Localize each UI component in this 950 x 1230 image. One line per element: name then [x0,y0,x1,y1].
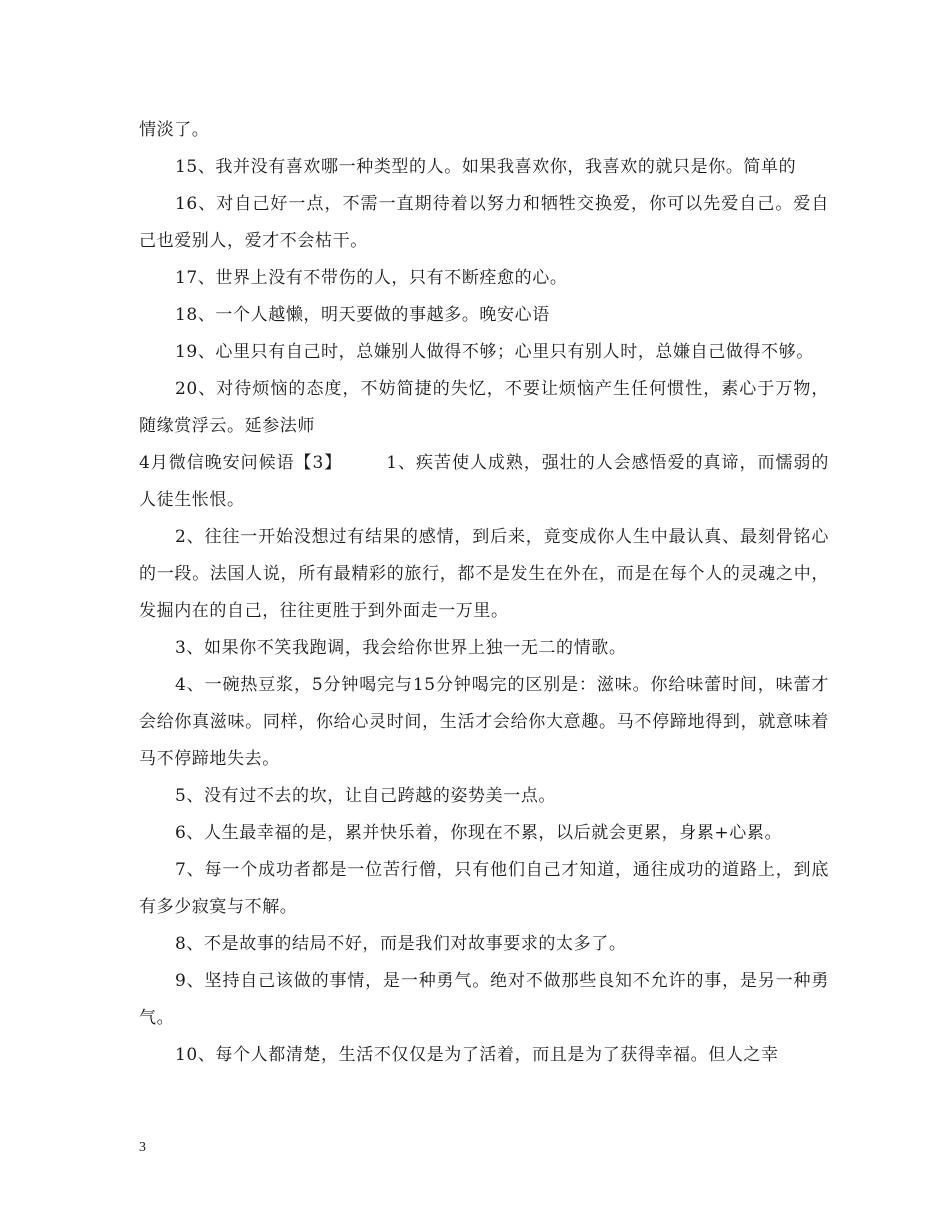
list-item: 8、不是故事的结局不好，而是我们对故事要求的太多了。 [175,934,627,954]
list-item: 16、对自己好一点，不需一直期待着以努力和牺牲交换爱，你可以先爱自己。爱自己也爱别人，爱才不会枯干。 [139,194,829,251]
list-item: 20、对待烦恼的态度，不妨简捷的失忆，不要让烦恼产生任何惯性，素心于万物，随缘赏浮云。延参法师 [139,379,829,436]
list-item: 15、我并没有喜欢哪一种类型的人。如果我喜欢你，我喜欢的就只是你。简单的 [175,157,797,177]
list-item: 7、每一个成功者都是一位苦行僧，只有他们自己才知道，通往成功的道路上，到底有多少寂寞与不解。 [139,860,829,917]
section-first-item: 1、疾苦使人成熟，强壮的人会感悟爱的真谛，而懦弱的人徒生怅恨。 [139,453,829,510]
list-item: 18、一个人越懒，明天要做的事越多。晚安心语 [175,305,550,325]
document-body [139,112,829,1074]
list-item: 19、心里只有自己时，总嫌别人做得不够；心里只有别人时，总嫌自己做得不够。 [175,342,814,362]
list-item: 3、如果你不笑我跑调，我会给你世界上独一无二的情歌。 [175,638,627,658]
list-item: 17、世界上没有不带伤的人，只有不断痊愈的心。 [175,268,568,288]
list-item: 4、一碗热豆浆，5分钟喝完与15分钟喝完的区别是：滋味。你给味蕾时间，味蕾才会给你真滋味。同样，你给心灵时间，生活才会给你大意趣。马不停蹄地得到，就意味着马不停蹄地失去。 [139,675,829,769]
list-item: 2、往往一开始没想过有结果的感情，到后来，竟变成你人生中最认真、最刻骨铭心的一段。法国人说，所有最精彩的旅行，都不是发生在外在，而是在每个人的灵魂之中，发掘内在的自己，往往更胜于到外面走一万里。 [139,527,829,621]
section-heading: 4月微信晚安问候语【3】 [139,453,343,473]
list-item: 5、没有过不去的坎，让自己跨越的姿势美一点。 [175,786,557,806]
paragraph-continuation: 情淡了。 [139,120,210,140]
section-paragraph [139,445,829,519]
list-item: 10、每个人都清楚，生活不仅仅是为了活着，而且是为了获得幸福。但人之幸 [175,1045,779,1065]
list-item: 6、人生最幸福的是，累并快乐着，你现在不累，以后就会更累，身累+心累。 [175,823,783,843]
page-number: 3 [139,1140,146,1155]
list-item: 9、坚持自己该做的事情，是一种勇气。绝对不做那些良知不允许的事，是另一种勇气。 [139,971,829,1028]
